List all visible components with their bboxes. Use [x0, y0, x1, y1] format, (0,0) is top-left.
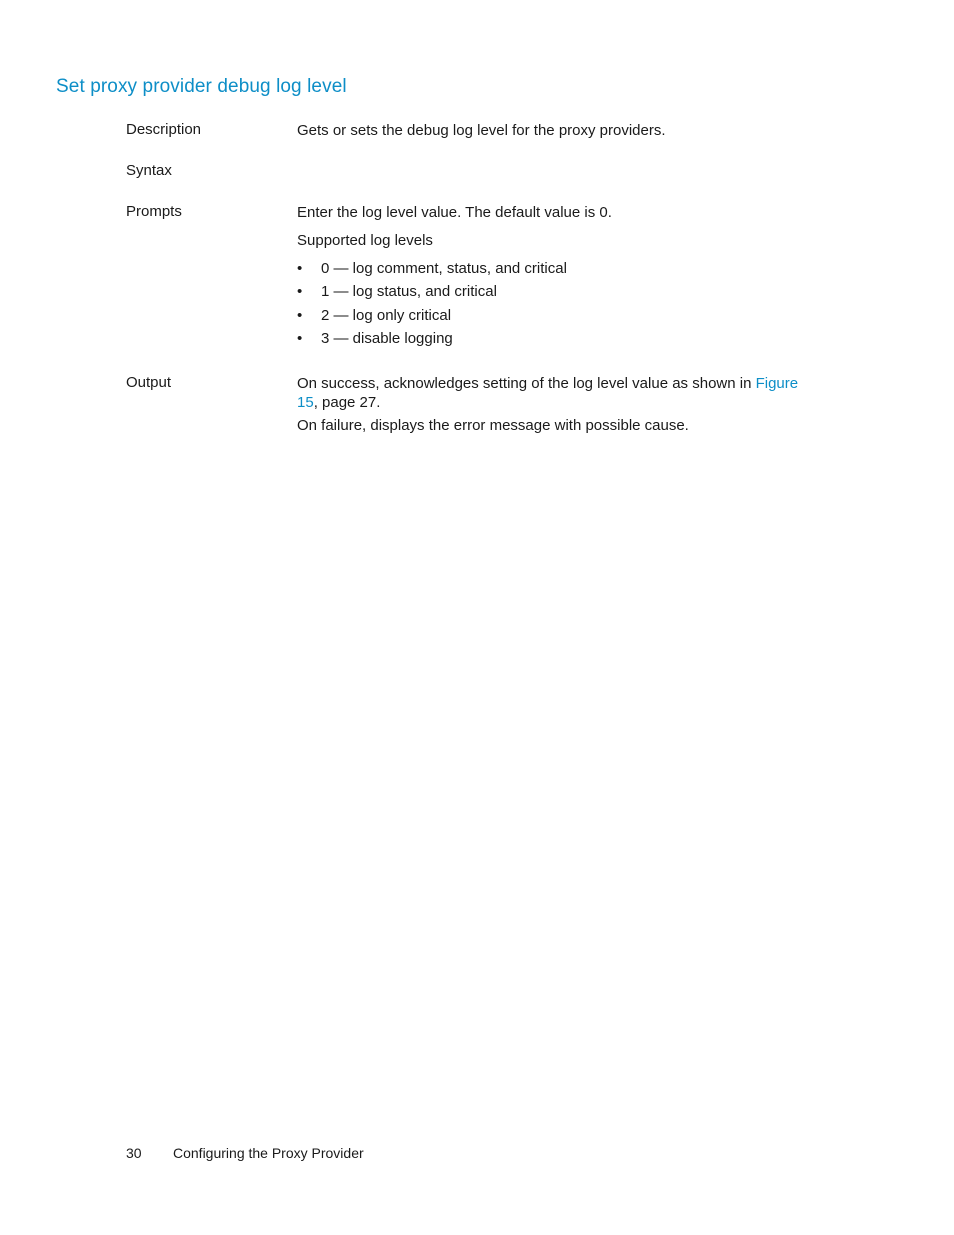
prompts-label: Prompts: [126, 203, 182, 220]
output-content: [297, 374, 817, 435]
bullet-icon: •: [297, 283, 303, 301]
output-success-text: [297, 374, 817, 412]
prompts-line-1: Enter the log level value. The default value is 0.: [297, 204, 612, 221]
syntax-label: Syntax: [126, 162, 172, 179]
figure-link-number: 15: [297, 394, 314, 411]
page-number: 30: [126, 1145, 142, 1161]
list-item: [297, 282, 817, 305]
description-label: Description: [126, 121, 202, 138]
output-success-suffix: , page 27.: [313, 394, 381, 411]
list-item: [297, 259, 817, 282]
output-success-prefix: On success, acknowledges setting of the log level value as shown in: [297, 375, 756, 392]
chapter-title: Configuring the Proxy Provider: [173, 1145, 364, 1161]
section-heading: Set proxy provider debug log level: [56, 76, 347, 97]
output-label: Output: [126, 374, 172, 391]
bullet-icon: •: [297, 260, 303, 277]
log-levels-list: [297, 259, 817, 353]
list-item: [297, 329, 817, 352]
list-item: [297, 306, 817, 329]
list-item-text: 1 — log status, and critical: [321, 283, 497, 301]
prompts-line-2: Supported log levels: [297, 232, 433, 249]
bullet-icon: •: [297, 330, 303, 348]
output-failure-text: On failure, displays the error message with possible cause.: [297, 417, 689, 434]
bullet-icon: •: [297, 306, 303, 324]
list-item-text: 3 — disable logging: [321, 330, 453, 348]
prompts-content: [297, 203, 817, 353]
description-text: Gets or sets the debug log level for the proxy providers.: [297, 122, 666, 139]
list-item-text: 2 — log only critical: [321, 306, 452, 324]
list-item-text: 0 — log comment, status, and critical: [321, 260, 567, 277]
figure-link-word: Figure: [755, 375, 799, 392]
